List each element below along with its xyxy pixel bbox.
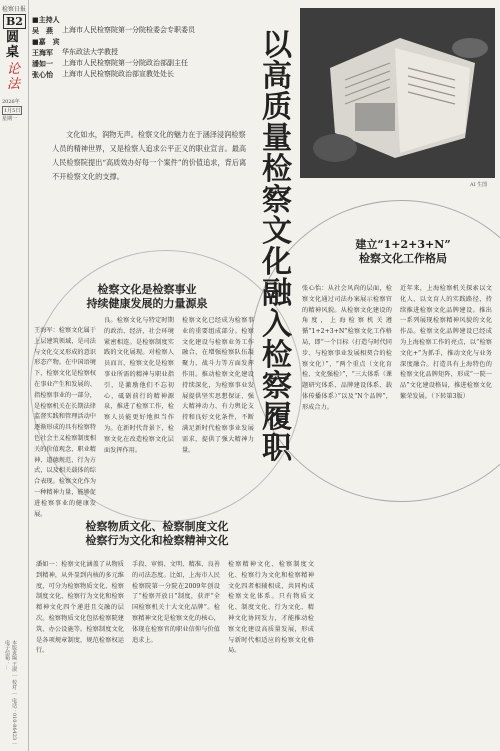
article3-title-line1: 检察物质文化、检察制度文化 [85,520,229,533]
page-number: B2 [3,14,26,29]
guest-name: 王海军 [32,48,53,57]
article2-title-line2: 检察文化工作格局 [359,252,447,265]
article3-column1: 潘如一：检察文化涵盖了从物质到精神，从外显到内核的多元维度，可分为检察物质文化、检察制度文化、检察行为文化和检察精神文化四个递进且交融的层次。检察物质文化包括检察院建筑、办公设施等。检察制度文化是各项规章制度，规范检察权运行。 [36,561,124,655]
article2-column2: 近年来，上海检察机关探索以文化人、以文育人的实践路径，持续推进检察文化品牌建设。推出一系列展现检察精神风貌的文化作品。检察文化品牌建设已经成为上海检察工作的亮点，以“检察文化+”为抓手，推动文化与业务深度融合。打造具有上海特色的检察文化品牌矩阵，形成“一院一品”文化建设格局，推进检察文化繁荣发展。（下转第3版） [400,285,492,400]
guest-label: ■嘉 宾 [32,37,60,46]
article1-column2: 良。检察文化与特定时期的政治、经济、社会环境紧密相连。是检察制度实践的文化展现。对检察人员而言，检察文化是检察事业所需的精神与职业指引，是激励他们不忘初心，砥砺前行的精神源泉，推进了检察工作，检察人员能更好地担当作为。在新时代背景下，检察文化在改造检察文化层面发挥作用。 [104,317,174,454]
photo-caption: AI 生图 [470,182,488,188]
guest-row [32,47,242,58]
guest-row [32,69,242,80]
guest-desc: 上海市人民检察院第一分院政治部副主任 [62,59,188,67]
article3-column2: 手段、审慎、文明、精准、良善的司法态度。比如，上海市人民检察院第一分院在2009年创设了“检察开放日”制度，获评“全国检察机关十大文化品牌”。检察精神文化是检察文化的核心，体现在检察官的职业信仰与价值追求上。 [132,561,220,644]
article1-title-line1: 检察文化是检察事业 [97,283,197,296]
guest-desc: 华东政法大学教授 [62,48,118,56]
intro-text: 文化如水，润物无声。检察文化的魅力在于涵泽浸润检察人员的精神世界，又是检察人追求公平正义的职业宣言。最高人民检察院提出“高质效办好每一个案件”的价值追求，背后离不开检察文化的支撑。 [52,130,247,181]
article3-title [42,520,272,548]
host-name: 吴 燕 [32,26,53,35]
host-row [32,25,242,36]
hosts-box [32,14,242,80]
book-illustration [300,8,495,178]
article3-title-line2: 检察行为文化和检察精神文化 [85,534,229,547]
article1-column3: 检察文化已经成为检察事业的重要组成部分。检察文化建设与检察业务工作融合，在增强检察队伍凝聚力、战斗力等方面发挥作用。推动检察文化建设持续深化，为检察事业发展提供坚实思想保证、强大精神动力、有力舆论支持和良好文化条件，不断满足新时代检察事业发展需求，提供了强大精神力量。 [182,317,254,454]
guest-row [32,58,242,69]
host-label: ■主持人 [32,15,60,24]
article1-title [42,283,252,311]
issue-weekday: 星期一 [2,116,18,122]
article1-column1: 王海军：检察文化属于上层建筑领域，是司法与文化交叉形成的意识形态产物。在中国语境下，检察文化是检察权在事业产生和发展的、指检察事业的一部分，是检察机关在长期法律监督实践和管理活动中逐渐形成的具有检察特色社会主义检察制度相关的价值观念、职业精神、道德规范、行为方式，以及相关载体的综合表现。检察文化作为一种精神力量，能够促进检察事业的健康发展。 [34,327,96,518]
guest-name: 潘如一 [32,59,53,68]
article3-column3: 检察精神文化、检察制度文化、检察行为文化和检察精神文化四者相辅相成，共同构成检察文化体系。只有物质文化、制度文化、行为文化、精神文化协同发力，才能推动检察文化建设高质量发展，形成与新时代相适应的检察文化格局。 [228,561,314,655]
issue-year: 2026年 [2,99,20,105]
host-desc: 上海市人民检察院第一分院检委会专职委员 [62,26,195,34]
section-subtitle: 论法 [7,62,21,92]
paper-name: 检察日报 [2,6,27,13]
issue-day: 1月5日 [4,108,21,114]
article2-title [338,238,468,266]
article2-title-line1: 建立“1+2+3+N” [355,238,451,251]
guest-desc: 上海市人民检察院政治部宣教处处长 [62,70,174,78]
article1-title-line2: 持续健康发展的力量源泉 [86,297,208,310]
guest-name: 张心怡 [32,70,53,79]
editor-info: 本版责编 王淑 ｜ 校对 ｜ 电话：010-86423 ｜ 电子信箱：... [4,640,17,747]
article2-column1: 张心怡：从社会风尚的层面，检察文化通过司法办案展示检察官的精神风貌。从检察文化建设的角度，上海检察机关遵循“1+2+3+N”检察文化工作格局，即“一个目标（打造与时代同步、与检察事业发展相契合的检察文化）”，“两个重点（文化育检、文化强检）”，“三大体系（课题研究体系、品牌建设体系、载体传播体系）”以及“N个品牌”，形成合力。 [302,285,392,411]
section-title: 圆桌 [6,30,20,60]
illustration-photo [300,8,495,178]
main-title: 以高质量检察文化融入检察履职 [262,28,292,466]
